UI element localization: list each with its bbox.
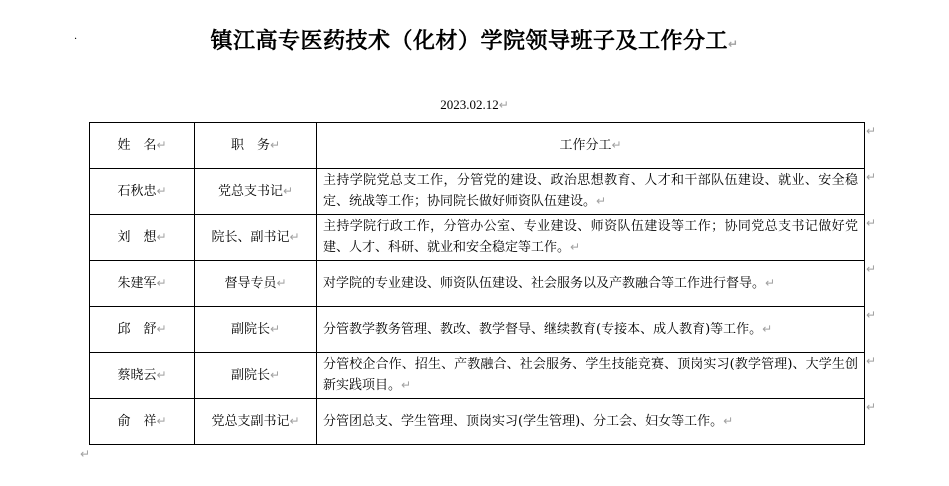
document-end-mark: ↵ xyxy=(80,447,91,461)
cell-position: 党总支书记↵ xyxy=(195,169,317,215)
cell-name: 蔡晓云↵ xyxy=(90,353,195,399)
cell-name: 刘 想↵ xyxy=(90,215,195,261)
row-end-mark: ↵ xyxy=(866,124,877,138)
cell-duties: 主持学院党总支工作，分管党的建设、政治思想教育、人才和干部队伍建设、就业、安全稳定、统战等工作；协同院长做好师资队伍建设。↵ xyxy=(317,169,865,215)
row-end-mark: ↵ xyxy=(866,262,877,276)
cell-position: 督导专员↵ xyxy=(195,261,317,307)
header-duties: 工作分工↵ xyxy=(317,123,865,169)
table-row xyxy=(90,353,865,399)
row-end-mark: ↵ xyxy=(866,216,877,230)
cell-duties: 分管校企合作、招生、产教融合、社会服务、学生技能竞赛、顶岗实习(教学管理)、大学生创新实践项目。↵ xyxy=(317,353,865,399)
row-end-mark: ↵ xyxy=(866,354,877,368)
header-position: 职 务↵ xyxy=(195,123,317,169)
document-title: 镇江高专医药技术（化材）学院领导班子及工作分工↵ xyxy=(210,28,739,54)
paragraph-mark: ↵ xyxy=(727,37,739,51)
table-header-row xyxy=(90,123,865,169)
table-row xyxy=(90,399,865,445)
table-row xyxy=(90,215,865,261)
document-date: 2023.02.12↵ xyxy=(440,97,509,112)
paragraph-mark: ↵ xyxy=(498,98,509,112)
cell-duties: 分管教学教务管理、教改、教学督导、继续教育(专接本、成人教育)等工作。↵ xyxy=(317,307,865,353)
cell-name: 邱 舒↵ xyxy=(90,307,195,353)
row-end-mark: ↵ xyxy=(866,170,877,184)
cell-duties: 对学院的专业建设、师资队伍建设、社会服务以及产教融合等工作进行督导。↵ xyxy=(317,261,865,307)
cell-name: 俞 祥↵ xyxy=(90,399,195,445)
cell-duties: 分管团总支、学生管理、顶岗实习(学生管理)、分工会、妇女等工作。↵ xyxy=(317,399,865,445)
table-row xyxy=(90,169,865,215)
row-end-mark: ↵ xyxy=(866,400,877,414)
cell-duties: 主持学院行政工作，分管办公室、专业建设、师资队伍建设等工作；协同党总支书记做好党建、人才、科研、就业和安全稳定等工作。↵ xyxy=(317,215,865,261)
cell-position: 副院长↵ xyxy=(195,307,317,353)
cell-name: 石秋忠↵ xyxy=(90,169,195,215)
table-row xyxy=(90,307,865,353)
table-row xyxy=(90,261,865,307)
row-end-mark: ↵ xyxy=(866,308,877,322)
cell-position: 副院长↵ xyxy=(195,353,317,399)
cell-position: 院长、副书记↵ xyxy=(195,215,317,261)
leadership-table xyxy=(89,122,865,445)
bullet-dot: · xyxy=(74,34,78,45)
cell-position: 党总支副书记↵ xyxy=(195,399,317,445)
header-name: 姓 名↵ xyxy=(90,123,195,169)
cell-name: 朱建军↵ xyxy=(90,261,195,307)
